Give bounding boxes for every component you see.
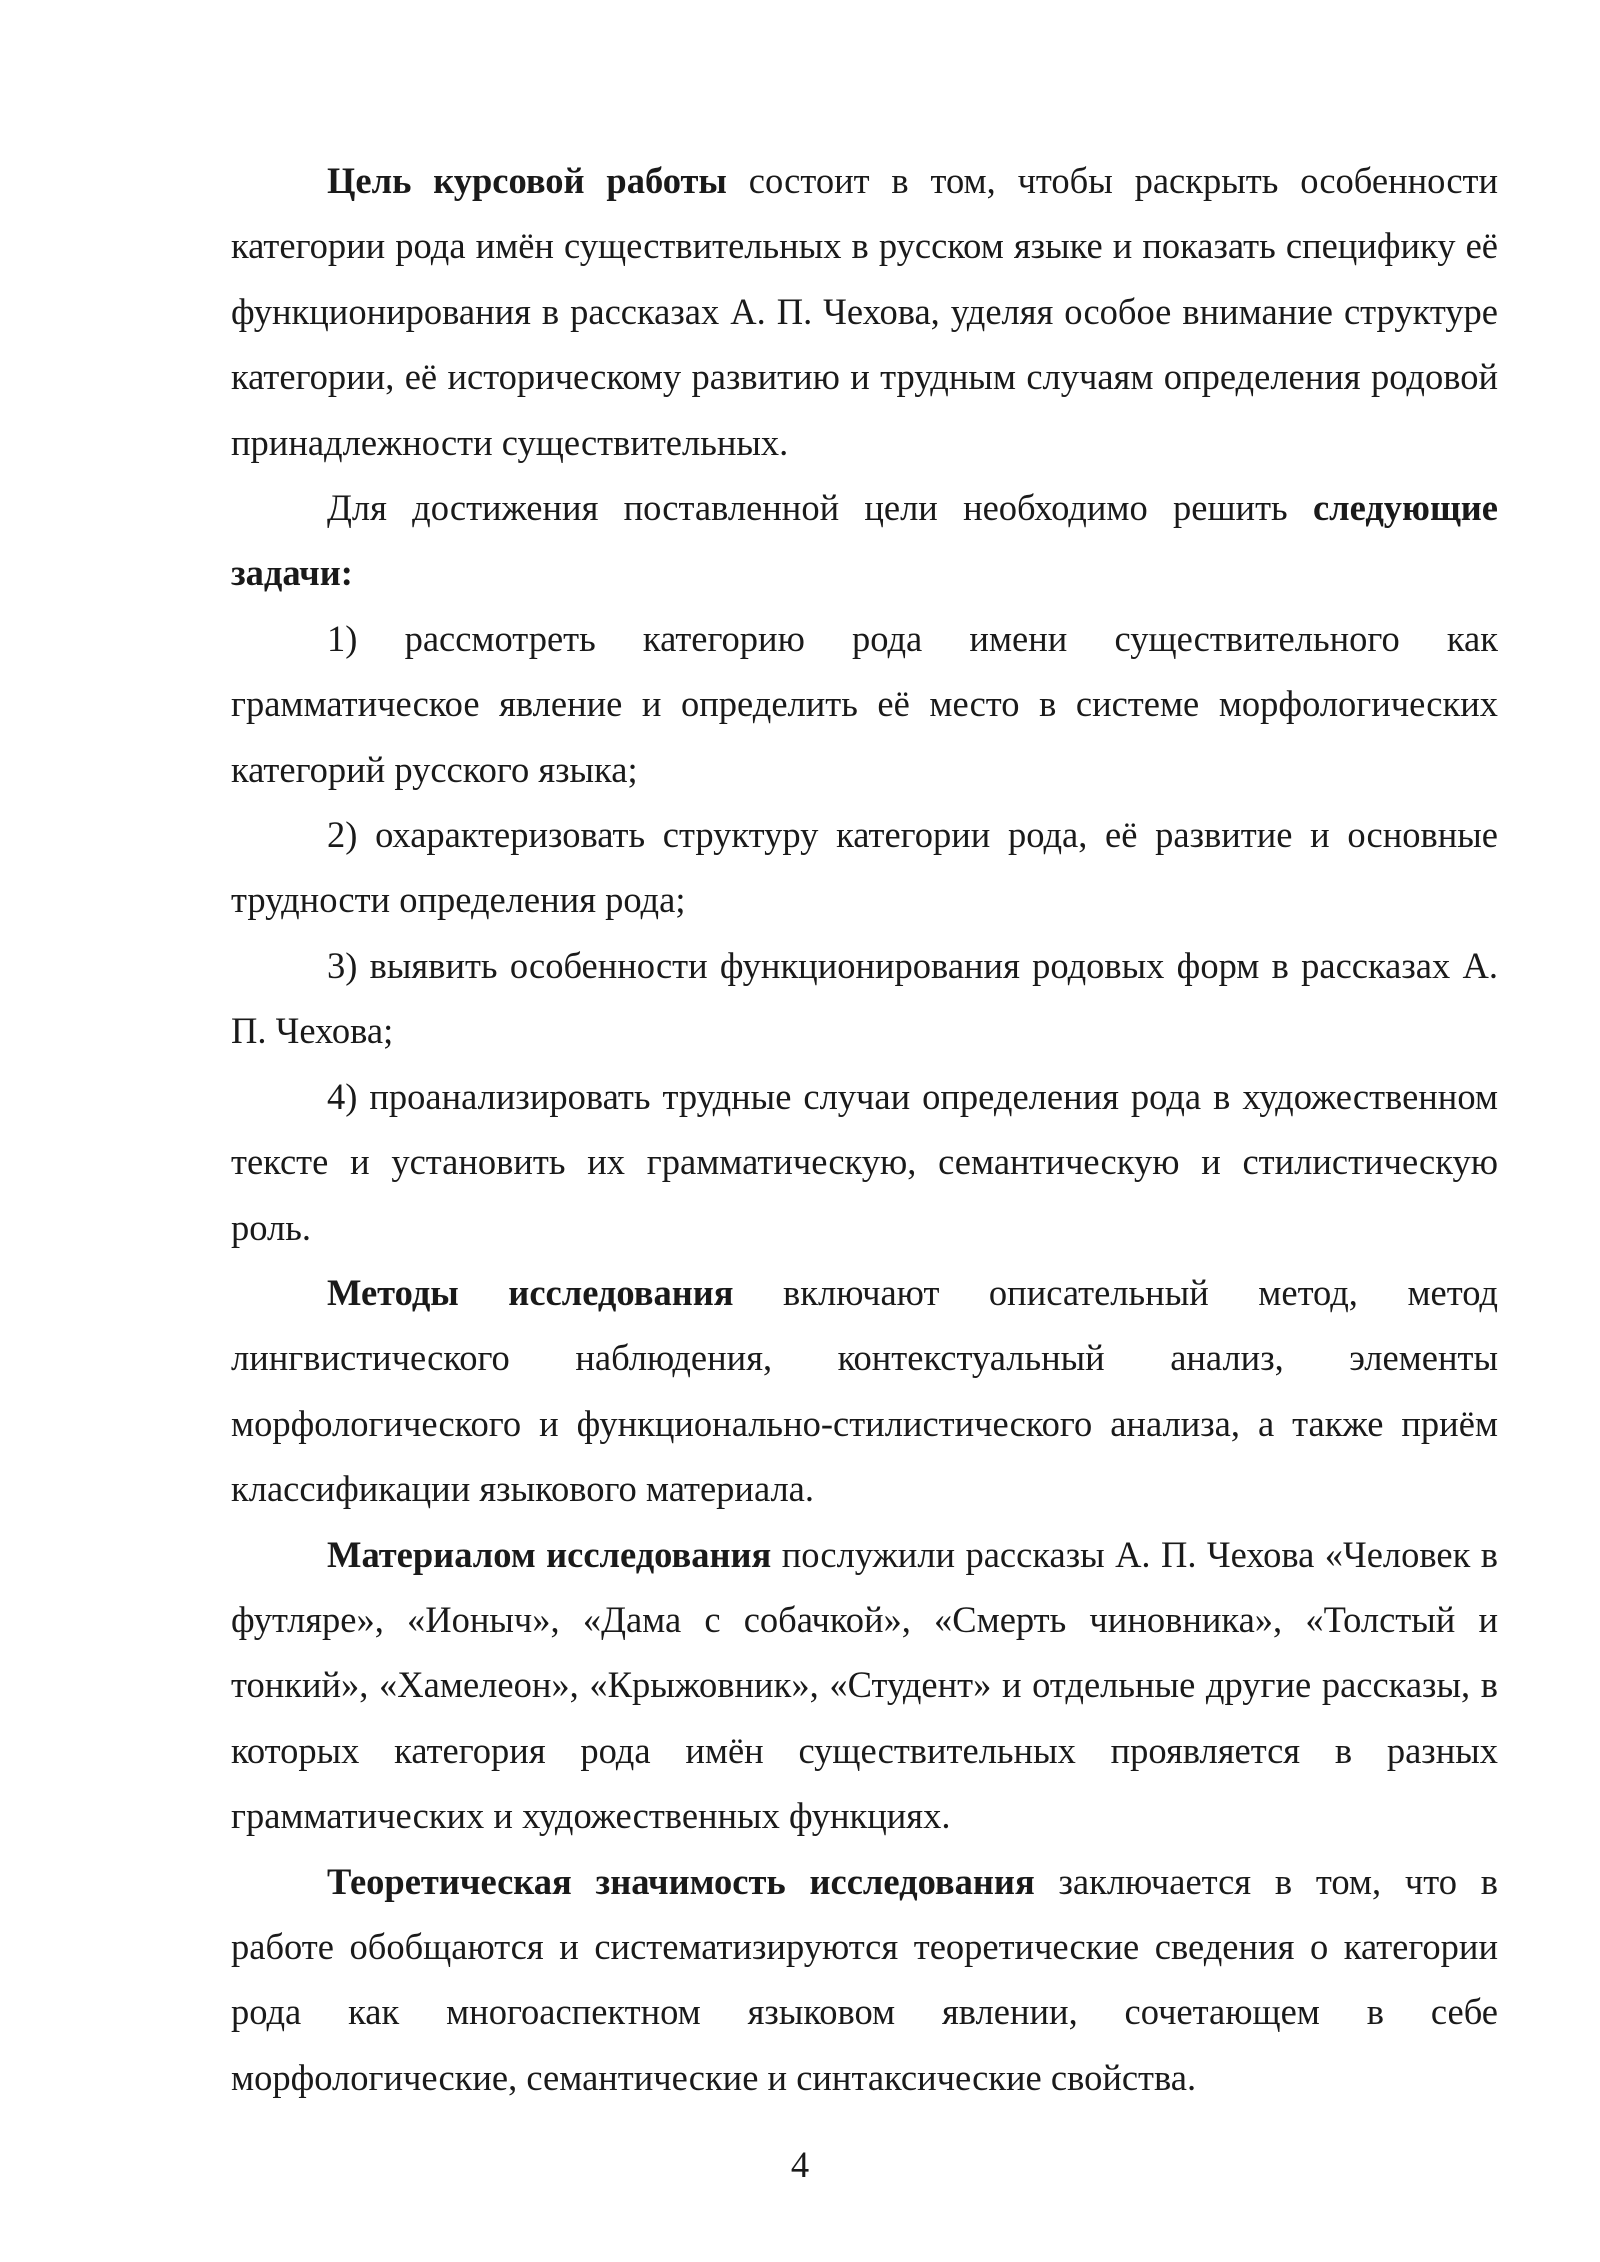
paragraph-material-lead: Материалом исследования [327, 1533, 772, 1575]
paragraph-task-1-text: 1) рассмотреть категорию рода имени существительного как грамматическое явление и определить её место в системе морфологических категорий русского языка; [231, 617, 1498, 790]
paragraph-task-2 [231, 802, 1498, 933]
paragraph-theoretical-significance-lead: Теоретическая значимость исследования [327, 1860, 1035, 1902]
paragraph-task-4 [231, 1064, 1498, 1260]
paragraph-material [231, 1522, 1498, 1849]
paragraph-material-text: послужили рассказы А. П. Чехова «Человек в футляре», «Ионыч», «Дама с собачкой», «Смерть чиновника», «Толстый и тонкий», «Хамелеон», «Крыжовник», «Студент» и отдельные другие рассказы, в которых категория рода имён существительных проявляется в разных грамматических и художественных функциях. [231, 1533, 1498, 1837]
paragraph-task-3-text: 3) выявить особенности функционирования родовых форм в рассказах А. П. Чехова; [231, 944, 1498, 1052]
paragraph-tasks-intro-tail: следующие задачи: [231, 487, 1498, 594]
paragraph-goal-lead: Цель курсовой работы [327, 160, 727, 201]
paragraph-methods-text: включают описательный метод, метод лингвистического наблюдения, контекстуальный анализ, элементы морфологического и функционально-стилистического анализа, а также приём классификации языкового материала. [231, 1271, 1499, 1510]
paragraph-goal-text: состоит в том, чтобы раскрыть особенности категории рода имён существительных в русском языке и показать специфику её функционирования в рассказах А. П. Чехова, уделяя особое внимание структуре категории, её историческому развитию и трудным случаям определения родовой принадлежности существительных. [231, 160, 1499, 463]
paragraph-theoretical-significance-text: заключается в том, что в работе обобщаются и систематизируются теоретические сведения о категории рода как многоаспектном языковом явлении, сочетающем в себе морфологические, семантические и синтаксические свойства. [231, 1860, 1498, 2098]
paragraph-task-3 [231, 933, 1498, 1064]
paragraph-task-2-text: 2) охарактеризовать структуру категории рода, её развитие и основные трудности определения рода; [231, 814, 1498, 921]
document-body [231, 148, 1498, 2110]
paragraph-task-1 [231, 606, 1498, 802]
paragraph-task-4-text: 4) проанализировать трудные случаи определения рода в художественном тексте и установить их грамматическую, семантическую и стилистическую роль. [231, 1075, 1498, 1248]
paragraph-theoretical-significance [231, 1849, 1498, 2111]
paragraph-tasks-intro-text: Для достижения поставленной цели необходимо решить [327, 487, 1313, 529]
paragraph-goal [231, 148, 1498, 475]
paragraph-methods-lead: Методы исследования [327, 1271, 734, 1313]
page-number: 4 [790, 2144, 810, 2185]
paragraph-tasks-intro [231, 475, 1498, 606]
paragraph-methods [231, 1260, 1498, 1522]
